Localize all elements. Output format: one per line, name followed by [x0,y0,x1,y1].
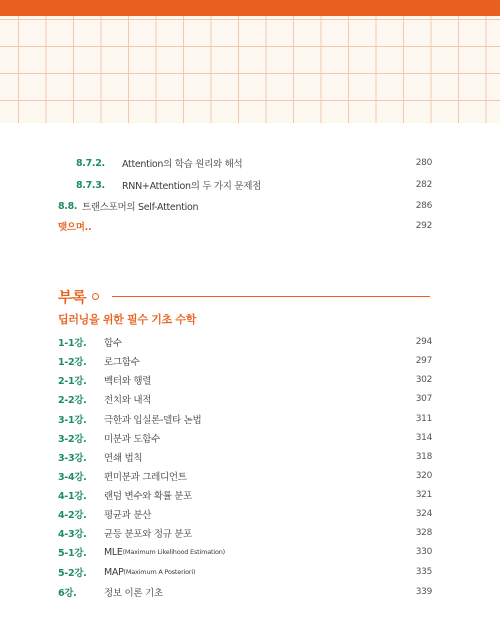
appendix-lecture-row[interactable] [58,447,432,467]
lecture-number: 6강. [58,588,77,599]
lecture-number: 2-2강. [58,395,87,406]
lecture-number: 3-1강. [58,415,87,426]
lecture-title: 랜덤 변수와 확률 분포 [104,491,193,502]
toc-entry-page: 292 [415,221,432,231]
toc-entry-page: 286 [415,201,432,211]
toc-entry-number: 8.8. [58,200,78,212]
appendix-lecture-row[interactable] [58,370,432,390]
decorative-grid [0,16,500,123]
toc-entry[interactable] [76,153,432,173]
lecture-title: 전치와 내적 [104,395,152,406]
appendix-lecture-row[interactable] [58,351,432,371]
lecture-title: 미분과 도함수 [104,434,160,445]
lecture-number: 1-1강. [58,338,87,349]
lecture-page: 339 [415,587,432,597]
appendix-subtitle: 딥러닝을 위한 필수 기초 수학 [58,313,197,326]
appendix-lecture-row[interactable] [58,504,432,524]
toc-entry-page: 282 [415,180,432,190]
appendix-label: 부록 [58,287,86,306]
lecture-title: 로그함수 [104,357,140,368]
appendix-lecture-row[interactable] [58,409,432,429]
lecture-number: 4-2강. [58,510,87,521]
toc-entry-closing[interactable] [58,216,432,236]
toc-entry-title: Attention의 학습 원리와 해석 [122,159,243,170]
circle-bullet-icon [92,293,99,300]
lecture-number: 1-2강. [58,357,87,368]
lecture-page: 307 [415,394,432,404]
appendix-rule [112,296,430,298]
appendix-lecture-row[interactable] [58,542,432,562]
lecture-number: 5-1강. [58,548,87,559]
lecture-title: MLE [104,546,123,558]
lecture-title: 정보 이론 기초 [104,588,163,599]
lecture-page: 328 [415,528,432,538]
toc-entry-page: 280 [415,158,432,168]
toc-entry[interactable] [58,196,432,216]
lecture-title: 균등 분포와 정규 분포 [104,529,193,540]
lecture-title: 함수 [104,338,122,349]
toc-entry-number: 8.7.2. [76,157,105,169]
lecture-page: 294 [415,337,432,347]
header-color-bar [0,0,500,16]
lecture-title-note: (Maximum Likelihood Estimation) [122,548,226,556]
appendix-lecture-row[interactable] [58,582,432,602]
toc-entry-number: 8.7.3. [76,179,105,191]
lecture-number: 3-4강. [58,472,87,483]
lecture-page: 314 [415,433,432,443]
lecture-title: 편미분과 그레디언트 [104,472,187,483]
lecture-page: 320 [415,471,432,481]
appendix-lecture-row[interactable] [58,389,432,409]
appendix-lecture-row[interactable] [58,485,432,505]
lecture-number: 2-1강. [58,376,87,387]
toc-entry[interactable] [76,175,432,195]
lecture-page: 311 [415,414,432,424]
appendix-lecture-row[interactable] [58,466,432,486]
lecture-number: 3-2강. [58,434,87,445]
lecture-page: 318 [415,452,432,462]
lecture-page: 330 [415,547,432,557]
lecture-title: 평균과 분산 [104,510,152,521]
lecture-page: 297 [415,356,432,366]
appendix-lecture-row[interactable] [58,562,432,582]
lecture-page: 302 [415,375,432,385]
appendix-lecture-row[interactable] [58,428,432,448]
lecture-title: 벡터와 행렬 [104,376,152,387]
lecture-page: 335 [415,567,432,577]
toc-entry-title: RNN+Attention의 두 가지 문제점 [122,181,262,192]
lecture-title: MAP [104,566,124,578]
lecture-title-note: (Maximum A Posteriori) [123,568,196,576]
lecture-page: 324 [415,509,432,519]
lecture-number: 4-3강. [58,529,87,540]
toc-entry-title: 트랜스포머의 Self-Attention [82,202,199,213]
appendix-heading [58,284,99,308]
lecture-number: 5-2강. [58,568,87,579]
appendix-lecture-row[interactable] [58,523,432,543]
lecture-number: 3-3강. [58,453,87,464]
toc-entry-title: 맺으며.. [58,222,92,233]
lecture-number: 4-1강. [58,491,87,502]
lecture-title: 연쇄 법칙 [104,453,143,464]
appendix-lecture-row[interactable] [58,332,432,352]
lecture-page: 321 [415,490,432,500]
lecture-title: 극한과 입실론-델타 논법 [104,415,202,426]
